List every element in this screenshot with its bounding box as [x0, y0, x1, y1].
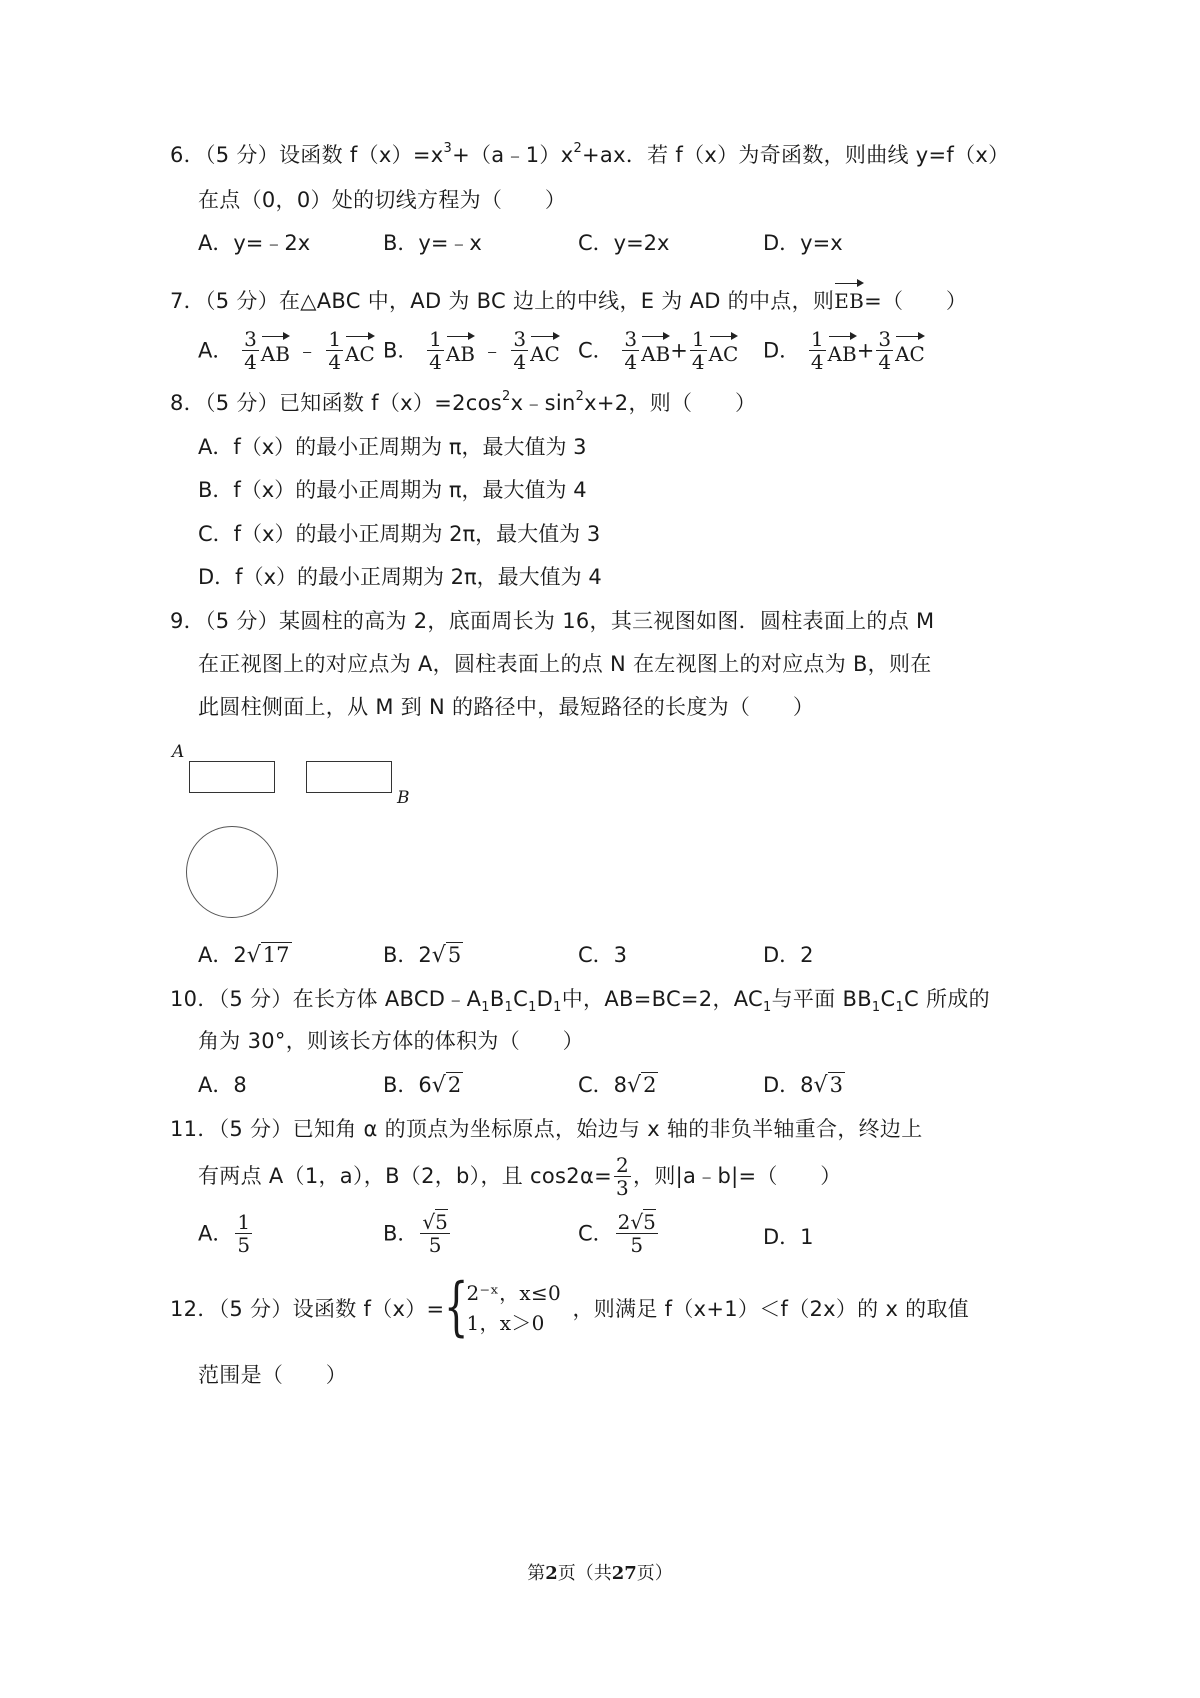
q6-option-a: A．y=﹣2x	[198, 231, 311, 255]
denominator: 5	[428, 1233, 442, 1257]
q8-text-c: x+2，则（ ）	[584, 391, 757, 415]
q9-option-c-label: C．	[578, 943, 614, 967]
coefficient: 2	[233, 943, 247, 967]
q11-option-c-label: C．	[578, 1221, 614, 1246]
q9-option-b-label: B．	[383, 943, 419, 967]
radicand: 5	[447, 943, 462, 967]
numerator	[616, 1211, 658, 1234]
denominator: 4	[624, 350, 638, 374]
q10-text-a: 10．（5 分）在长方体 ABCD﹣A	[170, 987, 482, 1011]
radicand: 5	[643, 1210, 656, 1234]
q11-option-c	[578, 1211, 660, 1256]
q10-option-c-label: C．	[578, 1073, 614, 1097]
vector: AB	[446, 333, 475, 369]
q8-option-b: B．f（x）的最小正周期为 π，最大值为 4	[198, 478, 587, 502]
q9-option-b	[383, 940, 463, 971]
denominator: 4	[691, 350, 705, 374]
q6-option-d: D．y=x	[763, 231, 843, 255]
subscript: 1	[504, 1000, 514, 1016]
numerator	[420, 1211, 449, 1234]
q10-option-b	[383, 1070, 463, 1101]
vector: AB	[828, 333, 857, 369]
denominator: 4	[878, 350, 892, 374]
subscript: 1	[528, 1000, 537, 1016]
denominator: 4	[429, 350, 442, 374]
q8-line1	[170, 388, 756, 418]
q7-option-b-label: B．	[383, 338, 419, 363]
q6-text-a: 6．（5 分）设函数 f（x）=x	[170, 143, 444, 167]
q7-text-a: 7．（5 分）在△ABC 中，AD 为 BC 边上的中线，E 为 AD 的中点，则	[170, 289, 835, 313]
q6-line1	[170, 140, 1009, 170]
fraction	[427, 328, 444, 373]
q11-text-a: 有两点 A（1，a），B（2，b），且 cos2α=	[198, 1164, 612, 1188]
q10-text-f: 与平面 BB	[771, 987, 872, 1011]
sqrt-icon: √	[813, 1073, 828, 1098]
subscript: 1	[481, 1000, 490, 1016]
front-view-rectangle	[189, 761, 275, 793]
subscript: 1	[553, 1000, 562, 1016]
q10-text-e: 中，AB=BC=2，AC	[561, 987, 764, 1011]
denominator: 4	[810, 350, 824, 374]
radicand: 5	[435, 1210, 448, 1234]
q10-line2: 角为 30°，则该长方体的体积为（ ）	[198, 1029, 584, 1053]
q7-option-b	[383, 328, 560, 373]
sqrt-icon: √	[431, 943, 446, 968]
footer-suffix: 页）	[636, 1563, 673, 1584]
q8-text-a: 8．（5 分）已知函数 f（x）=2cos	[170, 391, 502, 415]
radical	[814, 1070, 845, 1101]
denominator: 4	[328, 350, 342, 374]
q12-text-b: ，则满足 f（x+1）＜f（2x）的 x 的取值	[572, 1297, 970, 1321]
subscript: 1	[895, 1000, 905, 1016]
q11-option-d-value: 1	[800, 1225, 814, 1249]
q10-text-d: D	[536, 987, 554, 1011]
q10-text-b: B	[489, 987, 505, 1011]
sqrt-icon: √	[422, 1210, 436, 1234]
q11-option-d	[763, 1222, 814, 1252]
top-view-circle	[186, 826, 278, 918]
q12-text-a: 12．（5 分）设函数 f（x）=	[170, 1297, 445, 1321]
denominator: 4	[513, 350, 527, 374]
q11-line2	[198, 1150, 842, 1201]
q11-option-b	[383, 1211, 452, 1256]
subscript: 1	[871, 1000, 881, 1016]
sqrt-icon: √	[246, 943, 261, 968]
q11-line1: 11．（5 分）已知角 α 的顶点为坐标原点，始边与 x 轴的非负半轴重合，终边上	[170, 1117, 923, 1141]
denominator: 5	[630, 1233, 644, 1257]
radical	[247, 940, 292, 971]
q7-option-d-label: D．	[763, 338, 801, 363]
q6-text-b: +（a﹣1）x	[452, 143, 574, 167]
denominator: 3	[615, 1175, 630, 1200]
sqrt-icon: √	[627, 1073, 642, 1098]
q8-option-c: C．f（x）的最小正周期为 2π，最大值为 3	[198, 522, 601, 546]
coefficient: 2	[617, 1210, 631, 1234]
operator: ﹣	[296, 338, 318, 363]
total-pages: 27	[611, 1563, 637, 1584]
figure-label-b: B	[397, 788, 410, 808]
q8-option-a: A．f（x）的最小正周期为 π，最大值为 3	[198, 435, 587, 459]
radicand: 2	[447, 1073, 462, 1097]
q6-text-c: +ax．若 f（x）为奇函数，则曲线 y=f（x）	[582, 143, 1010, 167]
page-number: 2	[545, 1563, 558, 1584]
piece-row-1: 2⁻ˣ，x≤0	[466, 1281, 562, 1305]
fraction	[809, 328, 826, 373]
q7-option-c	[578, 328, 738, 373]
q9-option-c	[578, 940, 627, 970]
q10-option-c	[578, 1070, 658, 1101]
figure-label-a: A	[172, 742, 185, 762]
q12-line2: 范围是（ ）	[198, 1363, 348, 1387]
q9-option-a	[198, 940, 292, 971]
denominator: 5	[237, 1233, 251, 1257]
fraction	[690, 328, 707, 373]
q10-option-d	[763, 1070, 845, 1101]
sqrt-icon: √	[431, 1073, 446, 1098]
radical	[432, 940, 463, 971]
q6-option-b: B．y=﹣x	[383, 231, 482, 255]
coefficient: 2	[418, 943, 432, 967]
q11-text-b: ，则|a﹣b|=（ ）	[633, 1164, 842, 1188]
q9-option-d-label: D．	[763, 943, 801, 967]
page-footer	[0, 1559, 1200, 1585]
q9-line1: 9．（5 分）某圆柱的高为 2，底面周长为 16，其三视图如图．圆柱表面上的点 M	[170, 609, 935, 633]
footer-middle: 页（共	[557, 1563, 612, 1584]
footer-prefix: 第	[527, 1563, 546, 1584]
q10-text-g: C	[880, 987, 896, 1011]
denominator: 4	[244, 350, 257, 374]
sqrt-icon: √	[630, 1210, 644, 1234]
piecewise-function	[444, 1270, 572, 1344]
fraction	[242, 328, 259, 373]
q9-option-a-label: A．	[198, 943, 234, 967]
q6-sup3: 3	[443, 141, 453, 156]
q10-text-h: C 所成的	[904, 987, 990, 1011]
coefficient: 8	[800, 1073, 814, 1097]
q8-sup-a: 2	[501, 389, 511, 404]
vector: AC	[709, 333, 739, 369]
numerator: 1	[810, 327, 824, 351]
q9-option-d-value: 2	[800, 943, 814, 967]
q7-option-a-label: A．	[198, 338, 234, 363]
q10-option-a	[198, 1070, 247, 1100]
fraction	[420, 1211, 449, 1256]
q7-line1	[170, 280, 967, 316]
numerator: 1	[237, 1210, 251, 1234]
radicand: 2	[643, 1073, 657, 1097]
q9-line3: 此圆柱侧面上，从 M 到 N 的路径中，最短路径的长度为（ ）	[198, 695, 815, 719]
vector: AB	[261, 333, 290, 369]
q7-vector-eb: EB	[834, 280, 864, 316]
operator: ﹣	[481, 338, 503, 363]
radicand: 17	[262, 943, 290, 967]
q10-option-b-label: B．	[383, 1073, 419, 1097]
radical	[627, 1070, 658, 1101]
q10-option-a-label: A．	[198, 1073, 234, 1097]
q8-text-b: x﹣sin	[510, 391, 576, 415]
vector: AC	[895, 333, 925, 369]
piece-row-2: 1，x＞0	[466, 1311, 545, 1335]
q10-option-a-value: 8	[233, 1073, 247, 1097]
vector: AC	[530, 333, 560, 369]
q6-line2: 在点（0，0）处的切线方程为（ ）	[198, 188, 567, 212]
q12-line1	[170, 1270, 970, 1344]
q11-option-a	[198, 1211, 254, 1256]
q7-option-d	[763, 328, 925, 373]
numerator: 2	[615, 1152, 630, 1177]
fraction	[235, 1211, 252, 1256]
numerator: 3	[244, 327, 257, 351]
fraction	[622, 328, 639, 373]
radical	[432, 1070, 463, 1101]
q7-option-a	[198, 328, 375, 373]
fraction	[511, 328, 528, 373]
fraction	[326, 328, 343, 373]
radicand: 3	[829, 1073, 843, 1097]
q11-option-d-label: D．	[763, 1225, 801, 1249]
coefficient: 6	[418, 1073, 432, 1097]
q8-sup-b: 2	[575, 389, 585, 404]
numerator: 3	[513, 327, 527, 351]
q10-line1	[170, 984, 990, 1014]
q9-option-d	[763, 940, 814, 970]
numerator: 1	[691, 327, 705, 351]
q11-option-a-label: A．	[198, 1221, 234, 1246]
vector: AB	[641, 333, 670, 369]
vector: AC	[345, 333, 375, 369]
three-view-figure	[168, 738, 428, 928]
operator: +	[670, 338, 688, 363]
numerator: 1	[429, 327, 442, 351]
operator: +	[856, 338, 875, 363]
q10-text-c: C	[513, 987, 529, 1011]
numerator: 1	[328, 327, 342, 351]
side-view-rectangle	[306, 761, 392, 793]
numerator: 3	[878, 327, 892, 351]
numerator: 3	[624, 327, 638, 351]
fraction	[876, 328, 893, 373]
fraction	[616, 1211, 658, 1256]
q7-text-b: =（ ）	[864, 289, 968, 313]
left-brace-icon: {	[444, 1270, 470, 1344]
q9-line2: 在正视图上的对应点为 A，圆柱表面上的点 N 在左视图上的对应点为 B，则在	[198, 652, 932, 676]
q9-option-c-value: 3	[613, 943, 628, 967]
coefficient: 8	[613, 1073, 628, 1097]
q6-sup2: 2	[573, 141, 583, 156]
q8-option-d: D．f（x）的最小正周期为 2π，最大值为 4	[198, 565, 602, 589]
q6-option-c: C．y=2x	[578, 231, 670, 255]
fraction	[614, 1154, 631, 1199]
q7-option-c-label: C．	[578, 338, 614, 363]
q11-option-b-label: B．	[383, 1221, 419, 1246]
subscript: 1	[763, 1000, 772, 1016]
q10-option-d-label: D．	[763, 1073, 801, 1097]
